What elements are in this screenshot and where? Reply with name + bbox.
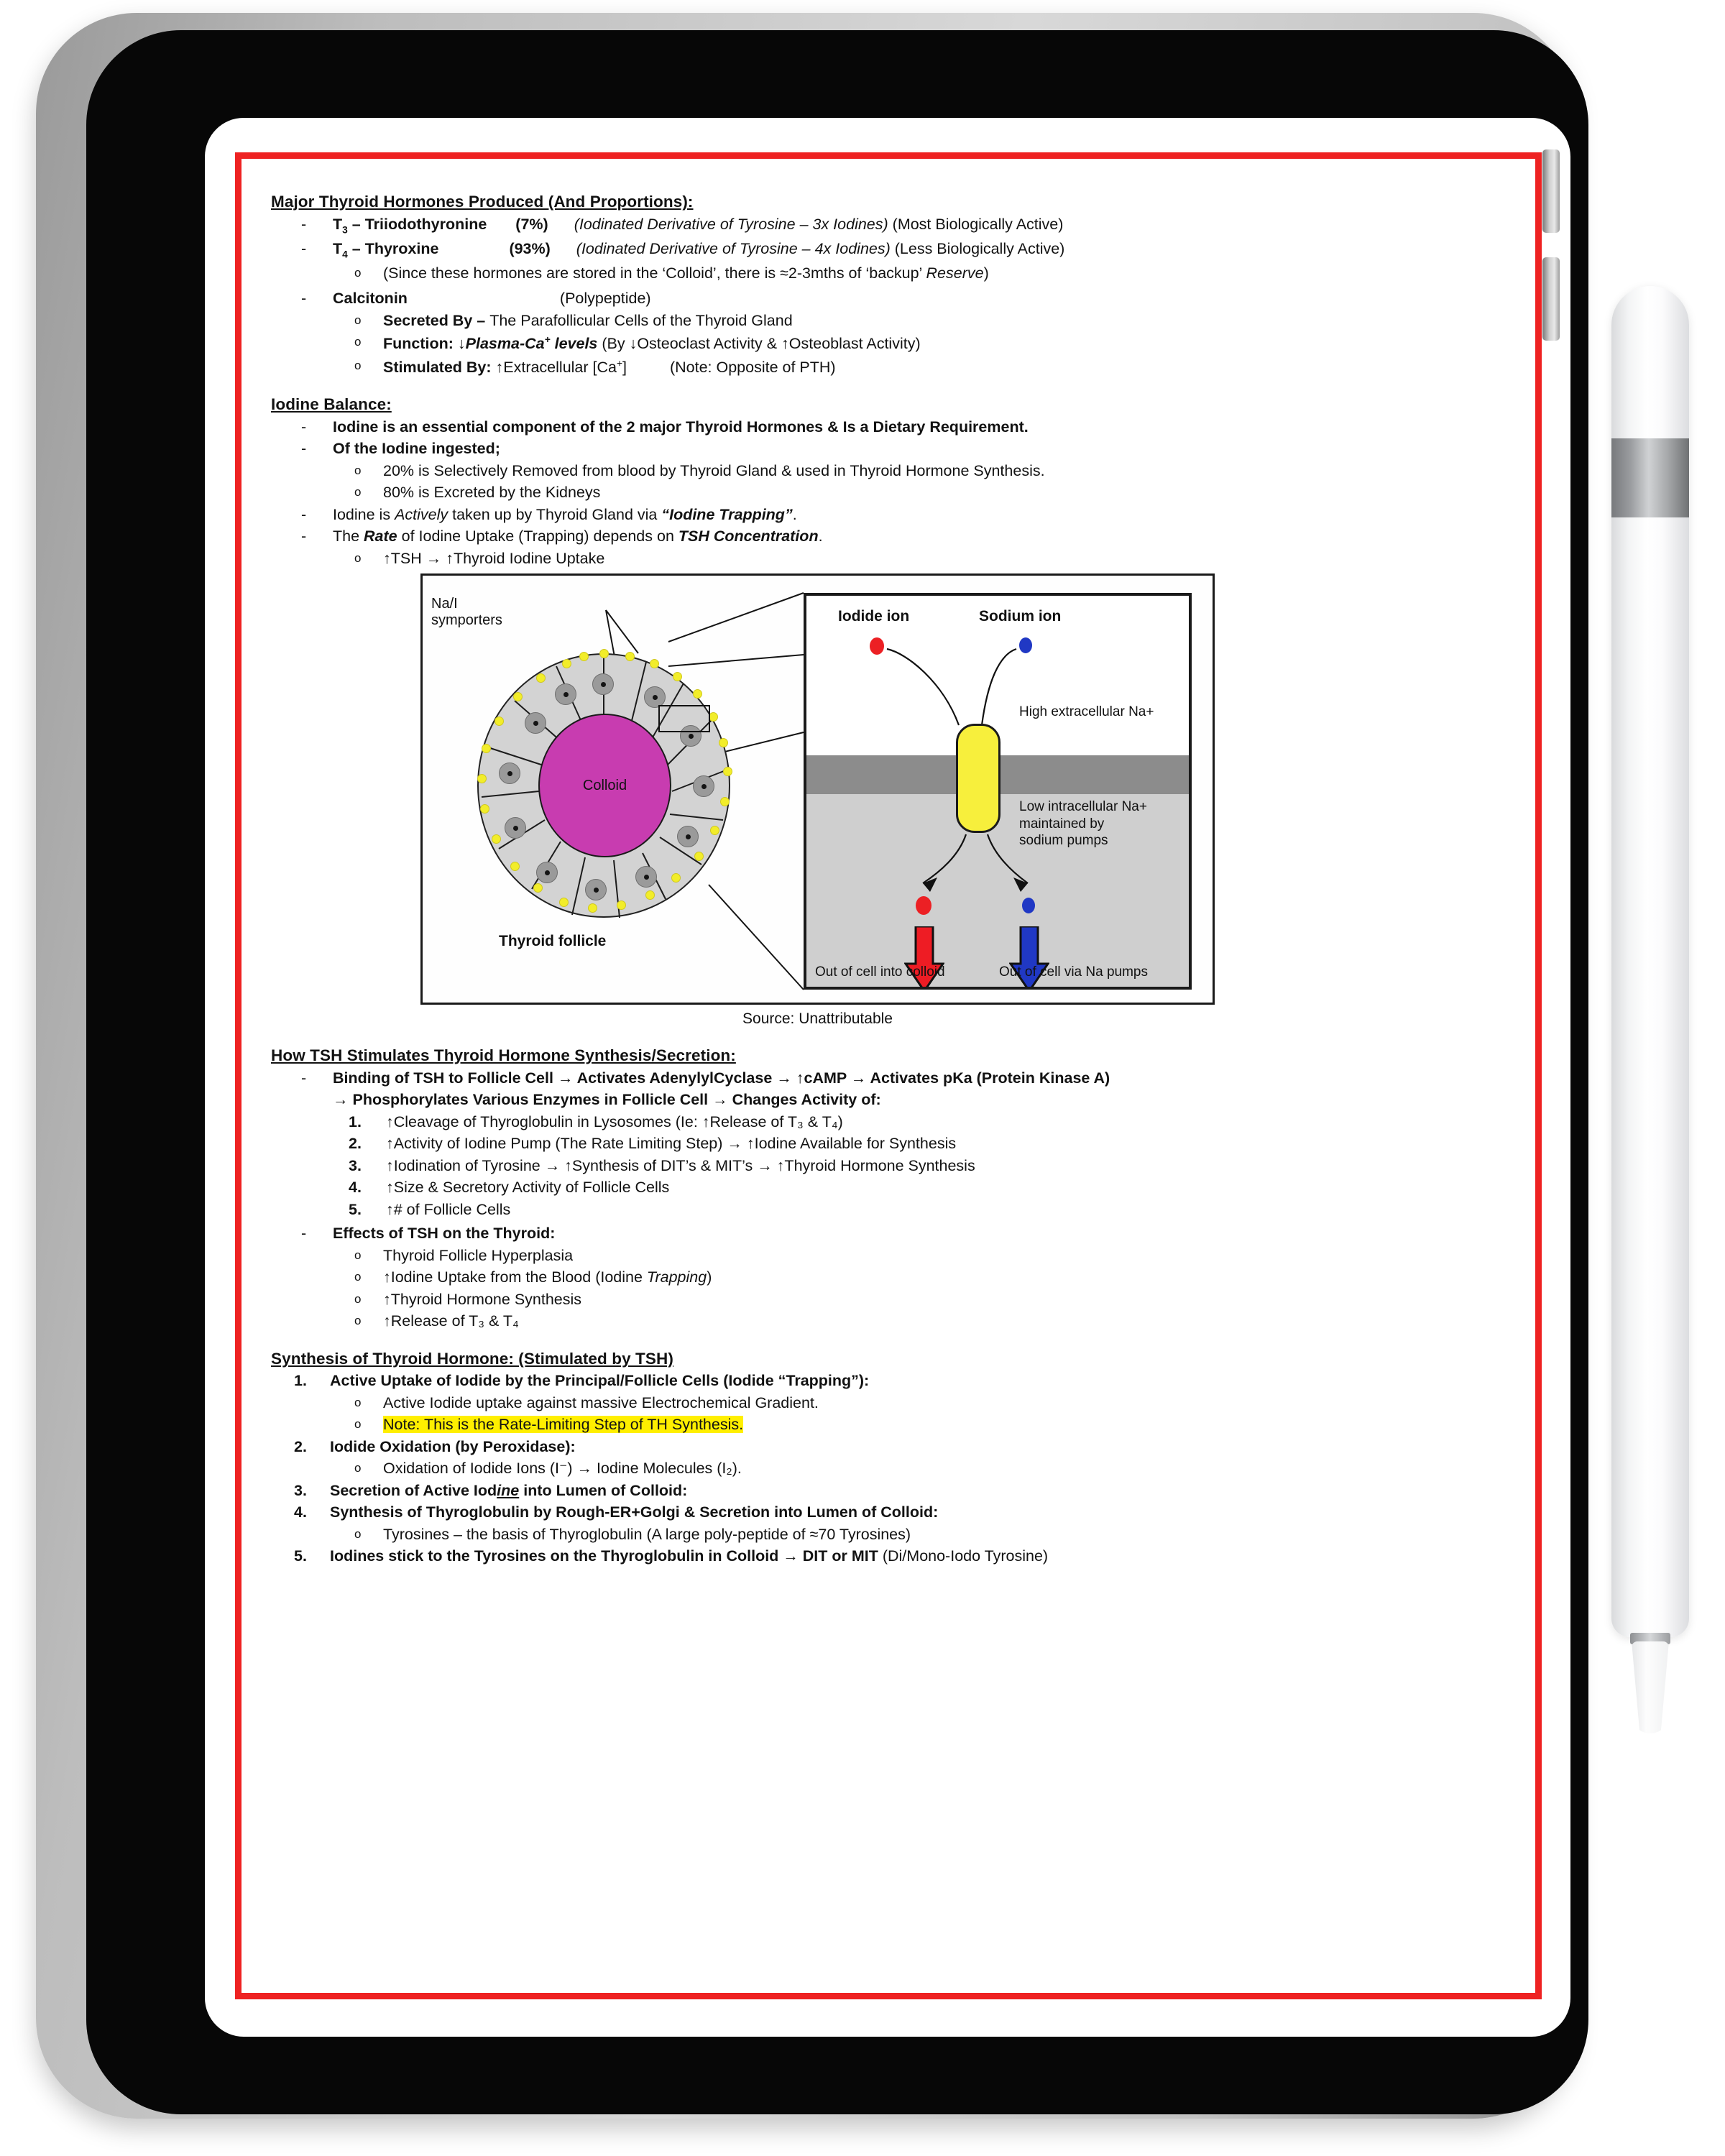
magnified-region-marker [658, 705, 710, 732]
out-of-cell-via-na-pumps-label: Out of cell via Na pumps [999, 964, 1148, 980]
sodium-ion-title: Sodium ion [979, 608, 1062, 625]
tsh-binding-line1: - Binding of TSH to Follicle Cell → Activates AdenylylCyclase → ↑cAMP → Activates pKa (Protein Kinase A) [333, 1069, 1110, 1087]
stimulated-close: ] [622, 358, 627, 376]
list-item-step5 [330, 1549, 1506, 1565]
figure-iodide-transport [271, 573, 1506, 1026]
stylus-pen[interactable] [1611, 286, 1689, 1739]
reserve-note-list [271, 266, 1506, 282]
section-heading: Major Thyroid Hormones Produced (And Proportions): [271, 193, 694, 211]
list-item-20-percent: o 20% is Selectively Removed from blood by Thyroid Gland & used in Thyroid Hormone Synthesis. [383, 464, 1506, 479]
list-item-iodine-essential: - Iodine is an essential component of the 2 major Thyroid Hormones & Is a Dietary Requirement. [333, 420, 1506, 436]
uptake-pre: ↑Iodine Uptake from the Blood (Iodine [383, 1268, 647, 1286]
volume-down-button[interactable] [1542, 257, 1560, 341]
document-page[interactable] [235, 152, 1542, 1999]
calcitonin-name: Calcitonin [333, 290, 408, 308]
synthesis-step5-list [271, 1549, 1506, 1565]
iodine-balance-list [271, 420, 1506, 457]
list-item-step1-sub1: o Active Iodide uptake against massive Electrochemical Gradient. [383, 1396, 1506, 1411]
t3-name: – Triiodothyronine [347, 215, 487, 233]
stimulated-label: Stimulated By: [383, 358, 496, 376]
function-arrow: ↓ [457, 335, 466, 353]
t4-note: (Less Biologically Active) [894, 239, 1065, 257]
section-heading-iodine-balance: Iodine Balance: [271, 395, 392, 414]
list-item-iodine-uptake-blood [383, 1270, 1506, 1286]
synthesis-step2-list [271, 1439, 1506, 1455]
list-item-iodination: ↑Iodination of Tyrosine → ↑Synthesis of DIT’s & MIT’s → ↑Thyroid Hormone Synthesis [386, 1156, 975, 1174]
t4-name: – Thyroxine [347, 239, 439, 257]
trapping-pre: Iodine is [333, 505, 395, 523]
uptake-post: ) [707, 1268, 712, 1286]
list-item-rate-tsh [333, 529, 1506, 545]
list-item-t4 [333, 241, 1506, 259]
t4-label: T [333, 239, 343, 257]
list-item-secreted-by [383, 313, 1506, 329]
stimulated-sup: + [616, 357, 623, 369]
step5-plain: (Di/Mono-Iodo Tyrosine) [882, 1547, 1049, 1565]
low-na-line2: maintained by [1019, 816, 1105, 831]
t3-note: (Most Biologically Active) [892, 215, 1064, 233]
t3-sub: 3 [342, 224, 348, 235]
rate-term: Rate [364, 528, 397, 545]
list-item-step1: Active Uptake of Iodide by the Principal/Follicle Cells (Iodide “Trapping”): [330, 1372, 870, 1390]
stylus-tip [1632, 1641, 1669, 1733]
t4-descriptor: (Iodinated Derivative of Tyrosine – 4x Iodines) [576, 239, 891, 257]
tsh-uptake-list [271, 551, 1506, 567]
colloid-label: Colloid [582, 778, 627, 794]
reserve-note-pre: (Since these hormones are stored in the ‘Colloid’, there is ≈2-3mths of ‘backup’ [383, 264, 926, 282]
function-value: Plasma-Ca [465, 335, 545, 353]
trapping-post: . [792, 505, 797, 523]
t3-descriptor: (Iodinated Derivative of Tyrosine – 3x Iodines) [574, 215, 888, 233]
stylus-band [1611, 438, 1689, 517]
section-iodine-balance [271, 397, 1506, 1026]
reserve-note-italic: Reserve [926, 264, 984, 282]
list-item-size-secretory: ↑Size & Secretory Activity of Follicle Cells [386, 1179, 670, 1197]
t4-proportion: (93%) [509, 239, 551, 257]
figure-frame [420, 573, 1215, 1005]
synthesis-steps-list [271, 1373, 1506, 1389]
symporters-label-line1: Na/I [431, 596, 458, 612]
synthesis-step4-list [271, 1505, 1506, 1521]
step5-bold: Iodines stick to the Tyrosines on the Thyroglobulin in Colloid → DIT or MIT [330, 1547, 883, 1565]
tsh-effects-numbered-list [271, 1112, 1506, 1218]
rate-post: . [818, 528, 823, 545]
na-i-symporters-label [431, 596, 502, 628]
low-na-line1: Low intracellular Na+ [1019, 799, 1147, 815]
reserve-note-post: ) [983, 264, 989, 282]
section-heading-how-tsh: How TSH Stimulates Thyroid Hormone Synthesis/Secretion: [271, 1046, 736, 1065]
function-value-2: levels [550, 335, 598, 353]
list-item-reserve-note [383, 266, 1506, 282]
step3-pre: Secretion of Active Iod [330, 1481, 497, 1499]
symporters-label-line2: symporters [431, 612, 502, 628]
stimulated-note: (Note: Opposite of PTH) [669, 358, 836, 376]
uptake-trapping: Trapping [646, 1268, 707, 1286]
function-value-sup: + [544, 334, 551, 346]
effects-of-tsh-list [271, 1226, 1506, 1242]
list-item-step2: Iodide Oxidation (by Peroxidase): [330, 1437, 576, 1455]
thyroid-follicle-diagram [464, 642, 745, 929]
iodine-trapping-list [271, 507, 1506, 545]
list-item-step4: Synthesis of Thyroglobulin by Rough-ER+Golgi & Secretion into Lumen of Colloid: [330, 1503, 939, 1521]
t4-sub: 4 [342, 248, 348, 259]
figure-caption: Source: Unattributable [742, 1010, 893, 1028]
t3-label: T [333, 215, 343, 233]
stimulated-value: ↑Extracellular [Ca [495, 358, 617, 376]
high-extracellular-na-label: High extracellular Na+ [1019, 704, 1154, 720]
trapping-mid: taken up by Thyroid Gland via [448, 505, 662, 523]
tsh-concentration-term: TSH Concentration [678, 528, 819, 545]
na-i-symporter-protein [956, 724, 1000, 833]
rate-limiting-highlight: Note: This is the Rate-Limiting Step of TH Synthesis. [383, 1416, 744, 1434]
iodide-ion-title: Iodide ion [838, 608, 910, 625]
list-item-tsh-uptake: o ↑TSH → ↑Thyroid Iodine Uptake [383, 551, 1506, 567]
list-item-calcitonin [333, 291, 1506, 307]
function-label: Function: [383, 335, 458, 353]
section-heading-synthesis: Synthesis of Thyroid Hormone: (Stimulated by TSH) [271, 1349, 673, 1368]
membrane-transport-panel [804, 593, 1192, 990]
list-item-function [383, 335, 1506, 352]
thyroid-follicle-label: Thyroid follicle [499, 933, 607, 950]
hormone-list [271, 217, 1506, 259]
list-item-hyperplasia: o Thyroid Follicle Hyperplasia [383, 1248, 1506, 1264]
trapping-actively: Actively [395, 505, 448, 523]
out-of-cell-into-colloid-label: Out of cell into colloid [815, 964, 945, 980]
list-item-th-synthesis: o ↑Thyroid Hormone Synthesis [383, 1292, 1506, 1308]
rate-mid: of Iodine Uptake (Trapping) depends on [397, 528, 678, 545]
document-content [249, 165, 1527, 1986]
synthesis-step3-list [271, 1483, 1506, 1499]
colloid-center [538, 714, 671, 857]
t3-proportion: (7%) [515, 215, 548, 233]
step4-detail-list [271, 1527, 1506, 1543]
effects-detail-list [271, 1248, 1506, 1330]
secreted-by-value: The Parafollicular Cells of the Thyroid Gland [489, 311, 793, 329]
list-item-cleavage: ↑Cleavage of Thyroglobulin in Lysosomes (Ie: ↑Release of T₃ & T₄) [386, 1112, 843, 1130]
section-synthesis-of-thyroid-hormone [271, 1351, 1506, 1565]
calcitonin-detail-list [271, 313, 1506, 376]
step3-post: into Lumen of Colloid: [519, 1481, 688, 1499]
list-item-iodine-ingested: - Of the Iodine ingested; [333, 441, 1506, 457]
step3-ine: ine [497, 1481, 520, 1499]
rate-pre: The [333, 528, 364, 545]
list-item-tsh-binding [333, 1071, 1506, 1108]
tablet-device [36, 13, 1574, 2119]
section-major-thyroid-hormones [271, 194, 1506, 375]
calcitonin-list [271, 291, 1506, 307]
tsh-binding-line2: → Phosphorylates Various Enzymes in Follicle Cell → Changes Activity of: [333, 1091, 881, 1109]
iodine-fate-list [271, 461, 1506, 502]
list-item-step1-sub2-highlighted [383, 1417, 1506, 1433]
list-item-iodine-trapping [333, 507, 1506, 523]
list-item-iodine-pump: ↑Activity of Iodine Pump (The Rate Limiting Step) → ↑Iodine Available for Synthesis [386, 1135, 957, 1153]
list-item-step2-sub1: o Oxidation of Iodide Ions (I⁻) → Iodine Molecules (I₂). [383, 1461, 1506, 1477]
list-item-step3 [330, 1483, 1506, 1499]
section-how-tsh-stimulates [271, 1048, 1506, 1330]
list-item-release-t3-t4: o ↑Release of T₃ & T₄ [383, 1314, 1506, 1330]
calcitonin-type: (Polypeptide) [559, 290, 651, 308]
tablet-screen[interactable] [205, 118, 1570, 2037]
low-intracellular-na-label [1019, 798, 1147, 849]
list-item-stimulated-by [383, 359, 1506, 376]
function-rest: (By ↓Osteoclast Activity & ↑Osteoblast Activity) [597, 335, 921, 353]
list-item-effects-heading: - Effects of TSH on the Thyroid: [333, 1226, 1506, 1242]
list-item-number-follicle-cells: ↑# of Follicle Cells [386, 1200, 511, 1218]
list-item-step4-sub1: o Tyrosines – the basis of Thyroglobulin (A large poly-peptide of ≈70 Tyrosines) [383, 1527, 1506, 1543]
low-na-line3: sodium pumps [1019, 832, 1108, 848]
list-item-80-percent: o 80% is Excreted by the Kidneys [383, 485, 1506, 501]
step2-detail-list [271, 1461, 1506, 1477]
tablet-bezel [86, 30, 1588, 2114]
volume-up-button[interactable] [1542, 149, 1560, 233]
tsh-binding-list [271, 1071, 1506, 1108]
list-item-t3 [333, 217, 1506, 235]
step1-detail-list [271, 1393, 1506, 1434]
trapping-term: “Iodine Trapping” [661, 505, 793, 523]
secreted-by-label: Secreted By – [383, 311, 490, 329]
